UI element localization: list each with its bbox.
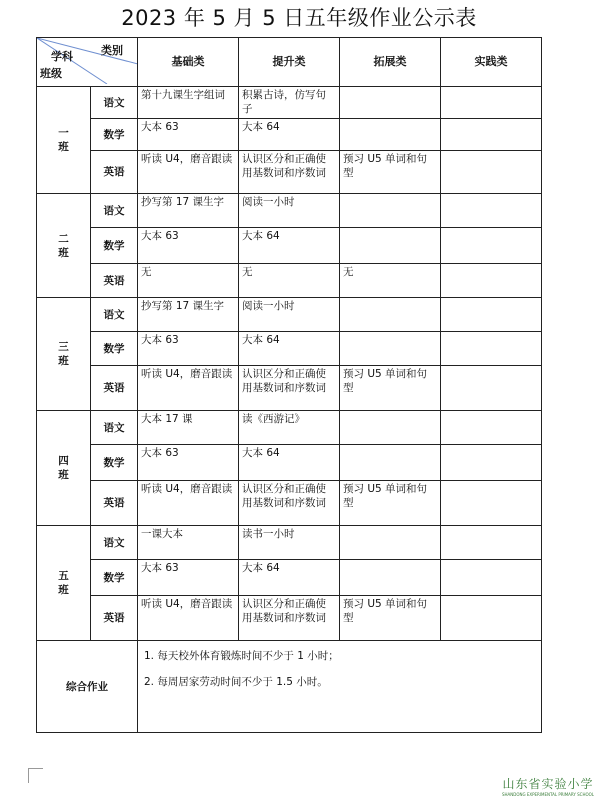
subject-cell: 数学 xyxy=(91,119,138,151)
homework-cell xyxy=(340,411,441,445)
homework-cell xyxy=(441,560,542,596)
homework-cell: 阅读一小时 xyxy=(239,194,340,228)
homework-cell xyxy=(441,119,542,151)
page-corner-mark xyxy=(28,768,43,783)
homework-cell xyxy=(340,445,441,481)
homework-cell xyxy=(340,332,441,366)
homework-cell: 认识区分和正确使用基数词和序数词 xyxy=(239,596,340,641)
subject-cell: 语文 xyxy=(91,194,138,228)
homework-cell: 听读 U4，磨音跟读 xyxy=(138,596,239,641)
homework-cell: 一课大本 xyxy=(138,526,239,560)
homework-cell xyxy=(441,194,542,228)
subject-cell: 英语 xyxy=(91,151,138,194)
header-row xyxy=(37,38,542,87)
homework-cell xyxy=(340,194,441,228)
table-row xyxy=(37,264,542,298)
subject-cell: 英语 xyxy=(91,366,138,411)
homework-cell: 大本 64 xyxy=(239,228,340,264)
class-number: 二 xyxy=(58,232,69,245)
class-name-cell xyxy=(37,411,91,526)
homework-cell xyxy=(441,366,542,411)
homework-cell xyxy=(340,560,441,596)
homework-table xyxy=(36,37,542,733)
category-basic: 基础类 xyxy=(138,38,239,87)
homework-cell xyxy=(340,298,441,332)
table-row xyxy=(37,332,542,366)
table-row xyxy=(37,445,542,481)
homework-cell: 大本 63 xyxy=(138,445,239,481)
subject-cell: 语文 xyxy=(91,526,138,560)
table-row xyxy=(37,119,542,151)
homework-cell xyxy=(340,228,441,264)
comprehensive-note: 2. 每周居家劳动时间不少于 1.5 小时。 xyxy=(144,676,328,688)
homework-cell: 无 xyxy=(239,264,340,298)
subject-cell: 数学 xyxy=(91,445,138,481)
class-name-cell xyxy=(37,194,91,298)
table-row xyxy=(37,151,542,194)
subject-cell: 语文 xyxy=(91,411,138,445)
homework-cell: 听读 U4，磨音跟读 xyxy=(138,481,239,526)
class-name-cell xyxy=(37,298,91,411)
homework-cell: 读书一小时 xyxy=(239,526,340,560)
homework-cell: 预习 U5 单词和句型 xyxy=(340,366,441,411)
class-name-cell xyxy=(37,87,91,194)
school-logo-subtitle: SHANDONG EXPERIMENTAL PRIMARY SCHOOL xyxy=(501,792,595,797)
subject-cell: 语文 xyxy=(91,298,138,332)
subject-cell: 英语 xyxy=(91,264,138,298)
corner-subject-label: 学科 xyxy=(51,50,73,63)
homework-cell xyxy=(441,411,542,445)
homework-cell xyxy=(441,481,542,526)
corner-category-label: 类别 xyxy=(101,44,123,57)
corner-class-label: 班级 xyxy=(40,67,62,80)
class-suffix: 班 xyxy=(58,469,69,481)
table-row xyxy=(37,481,542,526)
homework-cell: 大本 64 xyxy=(239,445,340,481)
homework-cell: 抄写第 17 课生字 xyxy=(138,298,239,332)
homework-cell: 大本 63 xyxy=(138,560,239,596)
homework-cell: 认识区分和正确使用基数词和序数词 xyxy=(239,151,340,194)
class-suffix: 班 xyxy=(58,355,69,367)
class-number: 三 xyxy=(58,341,69,353)
category-extension: 拓展类 xyxy=(340,38,441,87)
class-number: 四 xyxy=(58,455,69,467)
comprehensive-note: 1. 每天校外体育锻炼时间不少于 1 小时； xyxy=(144,650,339,662)
homework-cell: 预习 U5 单词和句型 xyxy=(340,481,441,526)
homework-cell: 听读 U4，磨音跟读 xyxy=(138,151,239,194)
homework-cell: 大本 64 xyxy=(239,332,340,366)
homework-cell: 读《西游记》 xyxy=(239,411,340,445)
category-practice: 实践类 xyxy=(441,38,542,87)
homework-cell: 大本 63 xyxy=(138,228,239,264)
class-suffix: 班 xyxy=(58,584,69,596)
table-row xyxy=(37,87,542,119)
homework-cell xyxy=(340,526,441,560)
subject-cell: 语文 xyxy=(91,87,138,119)
table-row xyxy=(37,366,542,411)
category-advanced: 提升类 xyxy=(239,38,340,87)
homework-cell: 阅读一小时 xyxy=(239,298,340,332)
subject-cell: 数学 xyxy=(91,332,138,366)
homework-cell: 无 xyxy=(340,264,441,298)
homework-cell xyxy=(441,264,542,298)
subject-cell: 数学 xyxy=(91,560,138,596)
table-row xyxy=(37,194,542,228)
table-row xyxy=(37,298,542,332)
homework-cell: 大本 64 xyxy=(239,119,340,151)
homework-cell xyxy=(340,119,441,151)
homework-cell: 认识区分和正确使用基数词和序数词 xyxy=(239,481,340,526)
class-suffix: 班 xyxy=(58,141,69,153)
table-row xyxy=(37,560,542,596)
school-logo xyxy=(500,775,596,797)
comprehensive-notes xyxy=(138,641,542,733)
homework-cell: 预习 U5 单词和句型 xyxy=(340,151,441,194)
class-number: 五 xyxy=(58,570,69,582)
subject-cell: 英语 xyxy=(91,481,138,526)
homework-cell: 认识区分和正确使用基数词和序数词 xyxy=(239,366,340,411)
homework-cell xyxy=(441,151,542,194)
homework-cell xyxy=(441,596,542,641)
class-number: 一 xyxy=(58,127,69,139)
comprehensive-label: 综合作业 xyxy=(37,641,138,733)
page-title: 2023 年 5 月 5 日五年级作业公示表 xyxy=(121,6,477,30)
homework-cell: 预习 U5 单词和句型 xyxy=(340,596,441,641)
homework-cell: 积累古诗，仿写句子 xyxy=(239,87,340,119)
homework-cell xyxy=(441,87,542,119)
homework-cell: 抄写第 17 课生字 xyxy=(138,194,239,228)
homework-cell xyxy=(441,298,542,332)
header-corner-cell xyxy=(37,38,138,87)
homework-cell xyxy=(441,228,542,264)
homework-cell: 大本 63 xyxy=(138,119,239,151)
homework-cell xyxy=(340,87,441,119)
subject-cell: 数学 xyxy=(91,228,138,264)
homework-cell: 大本 63 xyxy=(138,332,239,366)
homework-cell: 听读 U4，磨音跟读 xyxy=(138,366,239,411)
table-row xyxy=(37,228,542,264)
homework-cell: 第十九课生字组词 xyxy=(138,87,239,119)
homework-cell xyxy=(441,526,542,560)
class-suffix: 班 xyxy=(58,246,69,259)
homework-cell xyxy=(441,445,542,481)
homework-cell: 大本 64 xyxy=(239,560,340,596)
homework-cell: 无 xyxy=(138,264,239,298)
table-row xyxy=(37,411,542,445)
school-logo-name: 山东省实验小学 xyxy=(502,777,594,791)
table-row xyxy=(37,526,542,560)
table-row xyxy=(37,596,542,641)
class-name-cell xyxy=(37,526,91,641)
comprehensive-row xyxy=(37,641,542,733)
homework-cell xyxy=(441,332,542,366)
subject-cell: 英语 xyxy=(91,596,138,641)
homework-cell: 大本 17 课 xyxy=(138,411,239,445)
